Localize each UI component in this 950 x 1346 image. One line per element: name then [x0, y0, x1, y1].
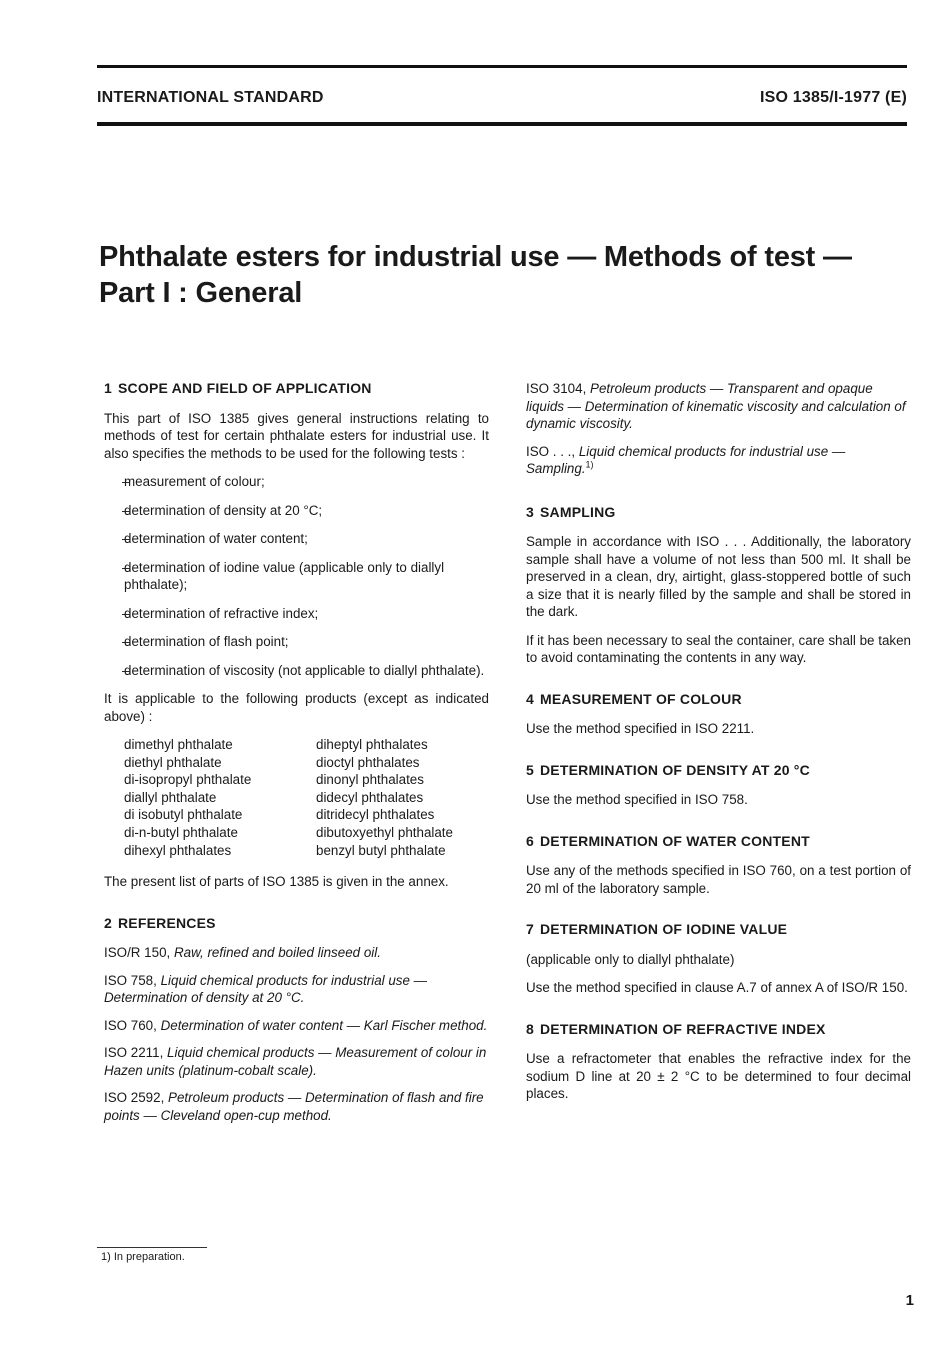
reference-item — [104, 944, 489, 962]
product-item: dimethyl phthalate — [124, 737, 233, 752]
section-6-heading — [526, 833, 911, 851]
product-item: diallyl phthalate — [124, 789, 217, 805]
section-8-title: DETERMINATION OF REFRACTIVE INDEX — [540, 1020, 826, 1037]
right-column — [526, 380, 911, 1127]
reference-item — [104, 972, 489, 1007]
section-7-note: (applicable only to diallyl phthalate) — [526, 951, 735, 967]
left-column — [104, 380, 489, 1134]
section-1 — [104, 380, 489, 891]
reference-code: ISO 758, — [104, 972, 157, 988]
reference-item — [526, 443, 911, 478]
product-item: dioctyl phthalates — [316, 754, 420, 770]
section-4-heading — [526, 691, 911, 709]
section-3 — [526, 504, 911, 667]
section-2-title: REFERENCES — [118, 914, 216, 931]
section-1-intro: This part of ISO 1385 gives general instructions relating to methods of test for certain phthalate esters for industrial use. It also specifies the methods to be used for the following tests : — [104, 410, 489, 461]
list-item: – determination of refractive index; — [104, 605, 489, 623]
product-item: di-isopropyl phthalate — [124, 772, 252, 788]
section-6-title: DETERMINATION OF WATER CONTENT — [540, 832, 810, 849]
reference-title: Liquid chemical products for industrial use — Sampling. — [526, 443, 846, 476]
section-5 — [526, 762, 911, 809]
products-intro: It is applicable to the following products (except as indicated above) : — [104, 691, 489, 724]
list-item: – determination of flash point; — [104, 633, 489, 651]
reference-title: Raw, refined and boiled linseed oil. — [173, 945, 381, 961]
section-7-number: 7 — [526, 921, 534, 937]
reference-title: Petroleum products — Transparent and opaque liquids — Determination of kinematic viscosity and calculation of dynamic viscosity. — [526, 381, 906, 431]
section-8-heading — [526, 1021, 911, 1039]
reference-code: ISO 2211, — [104, 1045, 164, 1061]
reference-item — [104, 1017, 489, 1035]
footnote: 1) In preparation. — [101, 1251, 185, 1263]
list-item: – determination of water content; — [104, 530, 489, 548]
section-2 — [104, 915, 489, 1125]
list-item: – determination of iodine value (applicable only to diallyl phthalate); — [104, 559, 489, 594]
section-1-heading — [104, 380, 489, 398]
reference-item — [104, 1044, 489, 1079]
product-item: benzyl butyl phthalate — [316, 842, 446, 858]
section-3-paragraph-1: Sample in accordance with ISO . . . Additionally, the laboratory sample shall have a volume of not less than 500 ml. It shall be preserved in a clean, dry, airtight, glass-stoppered bottle of such a size that it is nearly filled by the sample and shall be stored in the dark. — [526, 534, 911, 619]
reference-code: ISO 2592, — [104, 1090, 165, 1106]
product-item: dihexyl phthalates — [124, 842, 232, 858]
section-3-title: SAMPLING — [540, 503, 616, 520]
product-item: diheptyl phthalates — [316, 737, 428, 752]
section-5-number: 5 — [526, 761, 534, 778]
reference-code: ISO 3104, — [526, 381, 587, 396]
product-item: diethyl phthalate — [124, 754, 222, 770]
section-7-title: DETERMINATION OF IODINE VALUE — [540, 921, 788, 937]
reference-code: ISO/R 150, — [104, 945, 171, 961]
reference-title: Liquid chemical products — Measurement of colour in Hazen units (platinum-cobalt scale). — [104, 1045, 487, 1078]
section-3-number: 3 — [526, 503, 534, 520]
footnote-rule — [97, 1247, 207, 1248]
section-8 — [526, 1021, 911, 1103]
reference-item — [526, 380, 911, 433]
reference-code: ISO 760, — [104, 1017, 157, 1033]
section-2-heading — [104, 915, 489, 933]
header-rule-bottom — [97, 122, 907, 126]
product-item: di-n-butyl phthalate — [124, 824, 238, 840]
section-5-heading — [526, 762, 911, 780]
section-1-number: 1 — [104, 380, 112, 396]
product-item: ditridecyl phthalates — [316, 807, 435, 823]
list-item: – measurement of colour; — [104, 473, 489, 491]
header-standard-label: INTERNATIONAL STANDARD — [97, 89, 324, 106]
section-7-text: Use the method specified in clause A.7 of annex A of ISO/R 150. — [526, 980, 908, 995]
product-item: di isobutyl phthalate — [124, 807, 243, 823]
section-8-number: 8 — [526, 1020, 534, 1037]
section-8-text: Use a refractometer that enables the refractive index for the sodium D line at 20 ± 2 °C to be determined to four decimal places. — [526, 1051, 911, 1101]
list-item: – determination of viscosity (not applicable to diallyl phthalate). — [104, 662, 489, 680]
footnote-marker: 1) — [585, 459, 594, 470]
section-5-title: DETERMINATION OF DENSITY AT 20 °C — [540, 761, 810, 778]
section-6-number: 6 — [526, 832, 534, 849]
section-4 — [526, 691, 911, 738]
section-7-heading — [526, 921, 911, 939]
section-6-text: Use any of the methods specified in ISO 760, on a test portion of 20 ml of the laboratory sample. — [526, 863, 911, 896]
title-line-2: Part I : General — [99, 277, 303, 309]
reference-title: Determination of water content — Karl Fischer method. — [160, 1017, 488, 1033]
product-item: dinonyl phthalates — [316, 772, 424, 788]
list-item: – determination of density at 20 °C; — [104, 502, 489, 520]
section-4-text: Use the method specified in ISO 2211. — [526, 721, 755, 736]
section-2-number: 2 — [104, 914, 112, 931]
header-rule-top — [97, 65, 907, 68]
page-number: 1 — [905, 1292, 914, 1309]
product-item: didecyl phthalates — [316, 789, 424, 805]
section-4-title: MEASUREMENT OF COLOUR — [540, 690, 742, 707]
title-line-1: Phthalate esters for industrial use — Methods of test — — [99, 241, 852, 273]
section-3-paragraph-2: If it has been necessary to seal the container, care shall be taken to avoid contaminating the contents in any way. — [526, 632, 911, 665]
page-title — [99, 239, 852, 311]
reference-title: Liquid chemical products for industrial use — Determination of density at 20 °C. — [104, 972, 428, 1006]
section-6 — [526, 833, 911, 898]
section-5-text: Use the method specified in ISO 758. — [526, 792, 748, 807]
product-list — [124, 736, 489, 859]
reference-code: ISO . . ., — [526, 443, 576, 459]
section-1-title: SCOPE AND FIELD OF APPLICATION — [118, 380, 372, 396]
section-4-number: 4 — [526, 690, 534, 707]
section-1-closing: The present list of parts of ISO 1385 is given in the annex. — [104, 874, 449, 890]
references-continued — [526, 380, 911, 478]
test-list — [104, 473, 489, 679]
reference-title: Petroleum products — Determination of flash and fire points — Cleveland open-cup method. — [104, 1090, 484, 1123]
section-7 — [526, 921, 911, 997]
section-3-heading — [526, 504, 911, 522]
header-standard-number: ISO 1385/I-1977 (E) — [760, 89, 907, 106]
product-item: dibutoxyethyl phthalate — [316, 824, 453, 840]
reference-item — [104, 1089, 489, 1124]
